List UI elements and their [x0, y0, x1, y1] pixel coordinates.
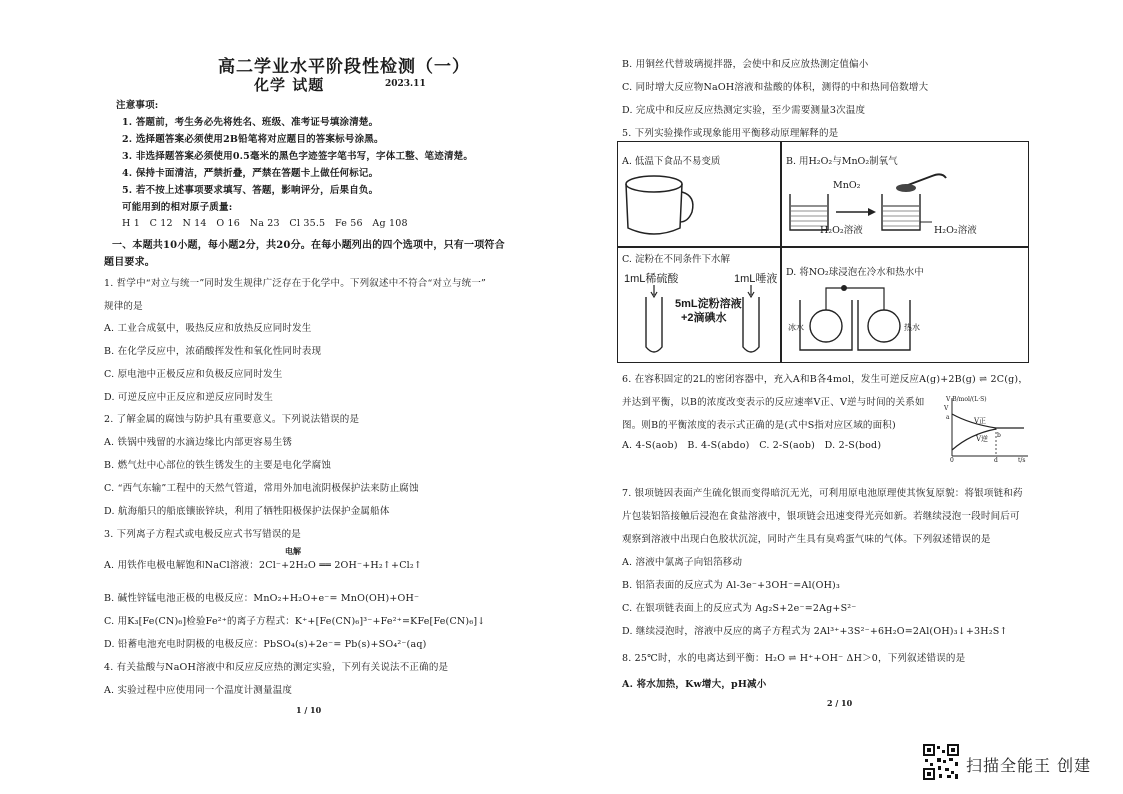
saliva-label: 1mL唾液	[734, 273, 778, 285]
q1-option-c: C. 原电池中正极反应和负极反应同时发生	[104, 369, 283, 380]
q2-option-c: C. “西气东输”工程中的天然气管道，常用外加电流阴极保护法来防止腐蚀	[104, 483, 419, 494]
h2o2-label-left: H₂O₂溶液	[820, 225, 863, 236]
exam-subject: 化学 试题	[254, 76, 325, 94]
q4-option-c: C. 同时增大反应物NaOH溶液和盐酸的体积，测得的中和热同倍数增大	[622, 82, 929, 93]
q6-stem: 6. 在容积固定的2L的密闭容器中，充入A和B各4mol，发生可逆反应A(g)+2B(g) ⇌ 2C(g)，	[622, 374, 1029, 385]
graph-b: b	[997, 432, 1001, 439]
q1-stem-cont: 规律的是	[104, 301, 143, 312]
q2-option-a: A. 铁锅中残留的水滴边缘比内部更容易生锈	[104, 437, 293, 448]
graph-v: V	[944, 405, 949, 412]
q7-option-c: C. 在银项链表面上的反应式为 Ag₂S+2e⁻=2Ag+S²⁻	[622, 603, 857, 614]
q5-cell-c-label: C. 淀粉在不同条件下水解	[622, 254, 730, 265]
q6-stem-cont2: 图。则B的平衡浓度的表示式正确的是(式中S指对应区域的面积)	[622, 420, 896, 431]
q7-stem-cont: 片包装铝箔接触后浸泡在食盐溶液中，银项链会迅速变得光亮如新。若继续浸泡一段时间后可	[622, 511, 1020, 522]
iodine-label: +2滴碘水	[681, 312, 727, 324]
graph-d: d	[994, 457, 998, 464]
dilute-acid-label: 1mL稀硫酸	[624, 273, 679, 285]
q4-stem: 4. 有关盐酸与NaOH溶液中和反应反应热的测定实验，下列有关说法不正确的是	[104, 662, 449, 673]
q7-option-b: B. 铝箔表面的反应式为 Al-3e⁻+3OH⁻=Al(OH)₃	[622, 580, 840, 591]
q7-stem-cont2: 观察到溶液中出现白色胶状沉淀，同时产生具有臭鸡蛋气味的气体。下列叙述错误的是	[622, 534, 991, 545]
graph-y-label: V B/mol/(L·S)	[946, 396, 987, 403]
beaker-apparatus-icon	[782, 166, 1027, 244]
q7-option-d: D. 继续浸泡时，溶液中反应的离子方程式为 2Al³⁺+3S²⁻+6H₂O=2Al(OH)₃↓+3H₂S↑	[622, 626, 1008, 637]
test-tubes-icon	[620, 283, 780, 361]
q3-electrolysis-label: 电解	[285, 546, 301, 556]
q3-option-c: C. 用K₃[Fe(CN)₆]检验Fe²⁺的离子方程式：K⁺+[Fe(CN)₆]³⁻+Fe²⁺=KFe[Fe(CN)₆]↓	[104, 616, 486, 627]
note-item: 4. 保持卡面清洁，严禁折叠，严禁在答题卡上做任何标记。	[122, 168, 379, 179]
q8-stem: 8. 25℃时，水的电离达到平衡：H₂O ⇌ H⁺+OH⁻ ΔH＞0，下列叙述错误的是	[622, 653, 966, 664]
no2-flasks-icon	[790, 280, 1025, 360]
q5-stem: 5. 下列实验操作或现象能用平衡移动原理解释的是	[622, 128, 839, 139]
cup-icon	[620, 168, 700, 243]
notes-heading: 注意事项:	[116, 100, 159, 111]
q1-option-d: D. 可逆反应中正反应和逆反应同时发生	[104, 392, 274, 403]
section-instructions-cont: 题目要求。	[104, 257, 155, 268]
q7-stem: 7. 银项链因表面产生硫化银而变得暗沉无光，可利用原电池原理使其恢复原貌：将银项链和药	[622, 488, 1023, 499]
note-item: 3. 非选择题答案必须使用0.5毫米的黑色字迹签字笔书写，字体工整、笔迹清楚。	[122, 151, 474, 162]
q3-option-d: D. 铅蓄电池充电时阴极的电极反应：PbSO₄(s)+2e⁻= Pb(s)+SO₄²⁻(aq)	[104, 639, 427, 650]
q5-cell-b-label: B. 用H₂O₂与MnO₂制氧气	[786, 156, 898, 167]
note-item: 2. 选择题答案必须使用2B铅笔将对应题目的答案标号涂黑。	[122, 134, 384, 145]
q7-option-a: A. 溶液中氯离子向铝箔移动	[622, 557, 743, 568]
q3-stem: 3. 下列离子方程式或电极反应式书写错误的是	[104, 529, 301, 540]
mass-heading: 可能用到的相对原子质量:	[122, 202, 233, 213]
q5-cell-a-label: A. 低温下食品不易变质	[622, 156, 721, 167]
q2-option-d: D. 航海船只的船底镶嵌锌块，利用了牺牲阳极保护法保护金属船体	[104, 506, 390, 517]
q4-option-d: D. 完成中和反应反应热测定实验，至少需要测量3次温度	[622, 105, 866, 116]
graph-t: t/s	[1018, 457, 1026, 464]
q4-option-b: B. 用铜丝代替玻璃搅拌器，会使中和反应放热测定值偏小	[622, 59, 869, 70]
q5-cell-d-label: D. 将NO₂球浸泡在冷水和热水中	[786, 267, 924, 278]
ice-water-label: 冰水	[788, 323, 804, 332]
page-number-right: 2 / 10	[827, 698, 853, 708]
section-instructions: 一、本题共10小题，每小题2分，共20分。在每小题列出的四个选项中，只有一项符合	[112, 240, 505, 251]
graph-v-reverse: V逆	[976, 435, 989, 443]
starch-label: 5mL淀粉溶液	[675, 298, 742, 310]
q3-option-b: B. 碱性锌锰电池正极的电极反应：MnO₂+H₂O+e⁻= MnO(OH)+OH⁻	[104, 593, 420, 604]
scanner-watermark: 扫描全能王 创建	[966, 756, 1092, 775]
note-item: 1. 答题前，考生务必先将姓名、班级、准考证号填涂清楚。	[122, 117, 379, 128]
page-number-left: 1 / 10	[296, 705, 322, 715]
exam-date: 2023.11	[385, 79, 426, 89]
q8-option-a: A. 将水加热，Kw增大，pH减小	[622, 679, 767, 690]
graph-v-forward: V正	[974, 417, 987, 425]
q1-stem: 1. 哲学中“对立与统一”同时发生规律广泛存在于化学中。下列叙述中不符合“对立与统一”	[104, 278, 487, 289]
graph-a: a	[946, 414, 950, 421]
exam-title: 高二学业水平阶段性检测（一）	[218, 57, 470, 77]
q2-stem: 2. 了解金属的腐蚀与防护具有重要意义。下列说法错误的是	[104, 414, 360, 425]
q1-option-b: B. 在化学反应中，浓硝酸挥发性和氧化性同时表现	[104, 346, 322, 357]
atomic-masses: H 1 C 12 N 14 O 16 Na 23 Cl 35.5 Fe 56 Ag 108	[122, 218, 408, 229]
q6-options: A. 4-S(aob) B. 4-S(abdo) C. 2-S(aob) D. 2-S(bod)	[622, 440, 882, 451]
q2-option-b: B. 燃气灶中心部位的铁生锈发生的主要是电化学腐蚀	[104, 460, 332, 471]
q1-option-a: A. 工业合成氨中，吸热反应和放热反应同时发生	[104, 323, 312, 334]
h2o2-label-right: H₂O₂溶液	[934, 225, 977, 236]
q4-option-a: A. 实验过程中应使用同一个温度计测量温度	[104, 685, 293, 696]
graph-origin: 0	[950, 457, 954, 464]
qr-code-icon	[923, 744, 959, 780]
q6-stem-cont: 并达到平衡，以B的浓度改变表示的反应速率V正、V逆与时间的关系如	[622, 397, 925, 408]
q3-option-a: A. 用铁作电极电解饱和NaCl溶液：2Cl⁻+2H₂O ══ 2OH⁻+H₂↑+Cl₂↑	[104, 560, 423, 571]
table-divider	[617, 246, 1029, 248]
mno2-label: MnO₂	[833, 180, 861, 191]
note-item: 5. 若不按上述事项要求填写、答题，影响评分，后果自负。	[122, 185, 379, 196]
hot-water-label: 热水	[904, 323, 920, 332]
